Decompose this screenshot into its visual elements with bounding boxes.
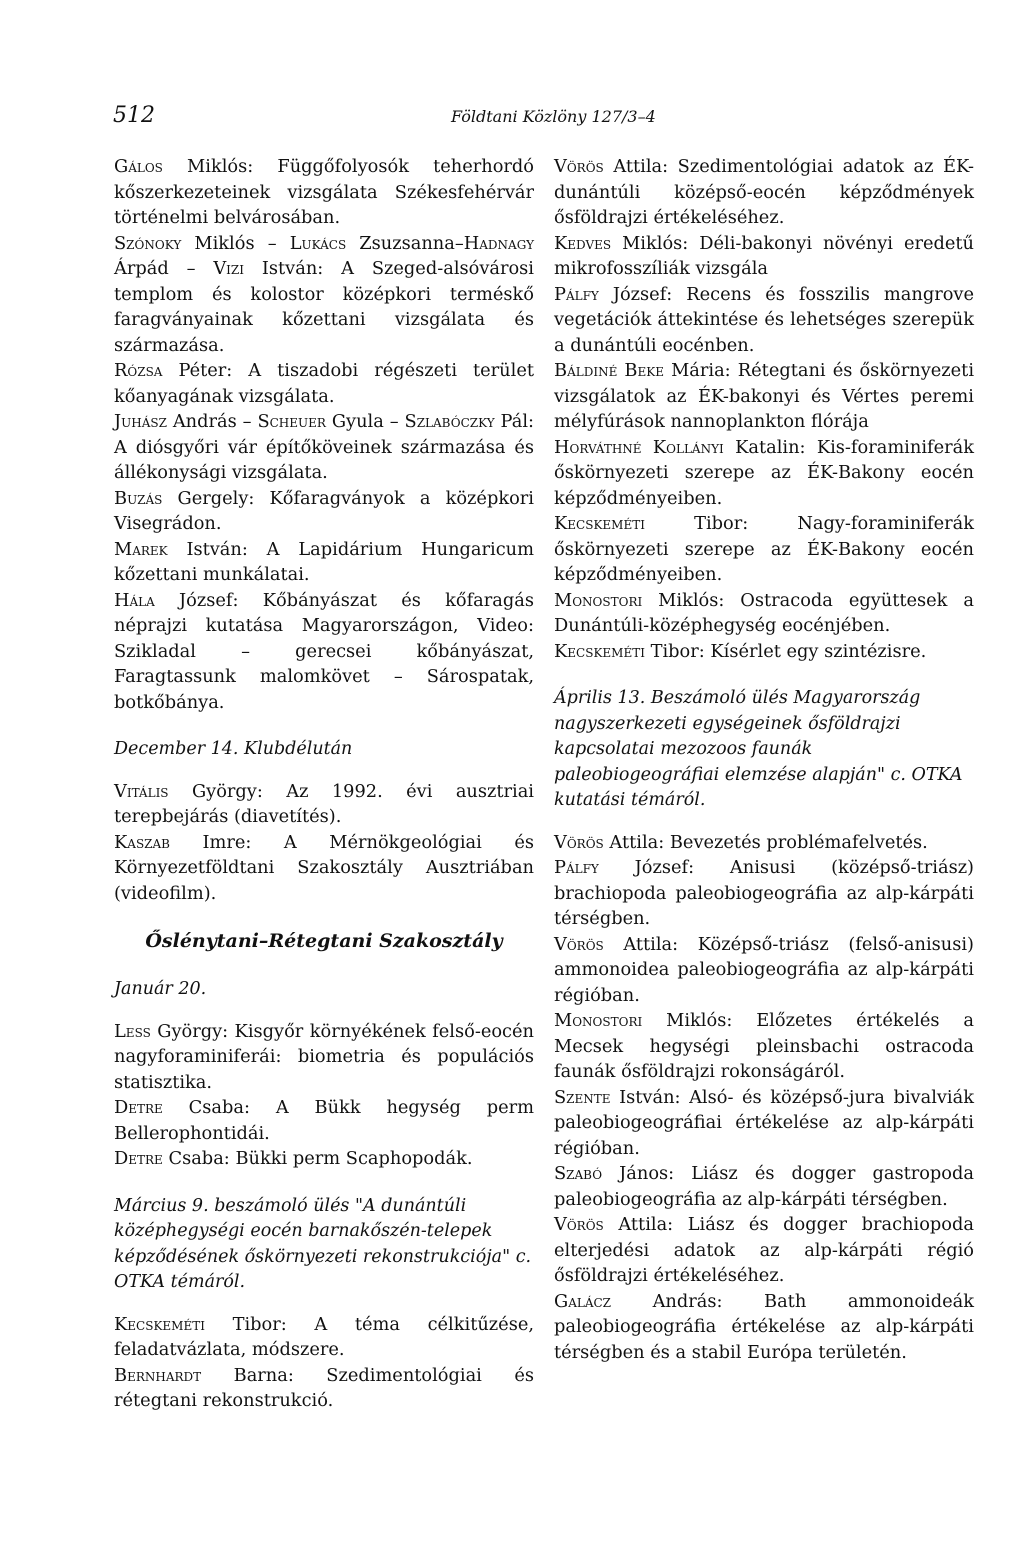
author-name: Szente — [554, 1086, 611, 1108]
author-name: Szabó — [554, 1163, 603, 1184]
author-name: Scheuer — [257, 411, 326, 432]
entry-text: Csaba: A Bükk hegység perm Bellerophontidái. — [114, 1097, 534, 1144]
entry-text: Árpád – — [114, 258, 214, 279]
spacer — [554, 814, 974, 830]
author-name: Vörös — [554, 156, 604, 177]
entry-text: Tibor: Nagy-foraminiferák őskörnyezeti szerepe az ÉK-Bakony eocén képződményeiben. — [554, 513, 974, 585]
spacer — [554, 664, 974, 686]
entry-text: Gergely: Kőfaragványok a középkori Visegrádon. — [114, 487, 534, 534]
lecture-entry — [114, 154, 534, 231]
author-name: Monostori — [554, 1010, 643, 1031]
spacer — [114, 1003, 534, 1019]
lecture-entry — [114, 537, 534, 588]
author-name: Vörös — [554, 1214, 604, 1235]
author-name: Rózsa — [114, 360, 163, 381]
entry-text: Miklós: Függőfolyosók teherhordó kőszerkezeteinek vizsgálata Székesfehérvár történelmi belvárosában. — [114, 156, 534, 228]
session-date: December 14. Klubdélután — [114, 739, 353, 759]
lecture-entry — [554, 231, 974, 282]
entry-text: Tibor: Kísérlet egy szintézisre. — [644, 640, 927, 662]
author-name: Vörös — [554, 933, 604, 955]
entry-text: István: A Szeged-alsóvárosi templom és kolostor középkori terméskő faragványainak kőzettani vizsgálata és származása. — [114, 258, 534, 356]
author-name: Buzás — [114, 487, 163, 509]
author-name: Kedves — [554, 232, 612, 254]
lecture-entry — [554, 639, 974, 665]
lecture-entry — [114, 1312, 534, 1363]
author-name: Less — [114, 1020, 151, 1042]
author-name: Szlabóczky — [404, 411, 495, 432]
spacer — [114, 906, 534, 928]
session-date: Január 20. — [114, 979, 207, 999]
author-name: Hadnagy — [463, 232, 534, 254]
lecture-entry — [114, 588, 534, 716]
author-name: Pálfy — [554, 283, 599, 305]
author-name: Kecskeméti — [554, 513, 645, 534]
right-column — [554, 154, 974, 1365]
entry-text: Miklós – — [181, 232, 290, 254]
author-name: Horváthné Kollányi — [554, 436, 724, 458]
spacer — [114, 1172, 534, 1194]
author-name: Kaszab — [114, 831, 170, 853]
lecture-entry — [554, 1008, 974, 1085]
lecture-entry — [114, 830, 534, 907]
lecture-entry — [554, 154, 974, 231]
lecture-entry — [114, 1095, 534, 1146]
entry-text: István: Alsó- és középső-jura bivalviák paleobiogeográfiai értékelése az alp-kárpáti régióban. — [554, 1086, 974, 1159]
author-name: Juhász — [114, 411, 167, 432]
author-name: Pálfy — [554, 857, 599, 878]
entry-text: István: A Lapidárium Hungaricum kőzettani munkálatai. — [114, 538, 534, 585]
page-header — [113, 103, 913, 133]
author-name: Vitális — [114, 780, 169, 802]
lecture-entry — [114, 1146, 534, 1172]
author-name: Marek — [114, 538, 168, 560]
lecture-entry — [554, 358, 974, 435]
lecture-entry — [114, 779, 534, 830]
spacer — [114, 955, 534, 977]
author-name: Szónoky — [114, 232, 182, 254]
author-name: Kecskeméti — [114, 1313, 205, 1335]
session-date: Április 13. Beszámoló ülés Magyarország nagyszerkezeti egységeinek ősföldrajzi kapcsolatai mezozoos faunák paleobiogeográfiai elemzése alapján" c. OTKA kutatási témáról. — [554, 688, 963, 810]
lecture-entry — [554, 511, 974, 588]
entry-text: Miklós: Ostracoda együttesek a Dunántúli-középhegység eocénjében. — [554, 589, 974, 636]
author-name: Detre — [114, 1097, 163, 1118]
entry-text: György: Kisgyőr környékének felső-eocén nagyforaminiferái: biometria és populációs statisztika. — [114, 1020, 534, 1093]
left-column — [114, 154, 534, 1414]
entry-text: Attila: Szedimentológiai adatok az ÉK-dunántúli középső-eocén képződmények ősföldrajzi értékeléséhez. — [554, 156, 974, 228]
lecture-entry — [554, 830, 974, 856]
entry-text: Barna: Szedimentológiai és rétegtani rekonstrukció. — [114, 1364, 534, 1411]
entry-text: József: Recens és fosszilis mangrove vegetációk áttekintése és lehetséges szerepük a dunántúli eocénben. — [554, 283, 974, 356]
lecture-entry — [554, 588, 974, 639]
spacer — [114, 1296, 534, 1312]
entry-text: Imre: A Mérnökgeológiai és Környezetföldtani Szakosztály Ausztriában (videofilm). — [114, 831, 534, 904]
spacer — [114, 715, 534, 737]
session-date: Március 9. beszámoló ülés "A dunántúli középhegységi eocén barnakőszén-telepek képződésének őskörnyezeti rekonstrukciója" c. OTKA témáról. — [114, 1195, 532, 1292]
entry-text: György: Az 1992. évi ausztriai terepbejárás (diavetítés). — [114, 780, 534, 827]
lecture-entry — [554, 1289, 974, 1366]
lecture-entry — [554, 932, 974, 1009]
lecture-entry — [114, 1363, 534, 1414]
entry-text: János: Liász és dogger gastropoda paleobiogeográfia az alp-kárpáti térségben. — [554, 1163, 974, 1210]
author-name: Bernhardt — [114, 1364, 202, 1386]
entry-text: Attila: Liász és dogger brachiopoda elterjedési adatok az alp-kárpáti régió ősföldrajzi értékeléséhez. — [554, 1214, 974, 1286]
lecture-entry — [114, 409, 534, 486]
section-title: Őslénytani–Rétegtani Szakosztály — [145, 930, 503, 952]
entry-text: Tibor: A téma célkitűzése, feladatvázlata, módszere. — [114, 1313, 534, 1360]
entry-text: Csaba: Bükki perm Scaphopodák. — [162, 1148, 473, 1169]
lecture-entry — [554, 1212, 974, 1289]
author-name: Galácz — [554, 1290, 612, 1312]
entry-text: Gyula – — [325, 411, 405, 432]
lecture-entry — [114, 358, 534, 409]
page-number: 512 — [113, 103, 155, 128]
entry-text: Katalin: Kis-foraminiferák őskörnyezeti szerepe az ÉK-Bakony eocén képződményeiben. — [554, 436, 974, 509]
entry-text: Attila: Bevezetés problémafelvetés. — [603, 831, 928, 853]
author-name: Báldiné Beke — [554, 360, 664, 381]
author-name: Monostori — [554, 589, 643, 611]
author-name: Detre — [114, 1148, 163, 1169]
author-name: Lukács — [289, 232, 347, 254]
entry-text: Mária: Rétegtani és őskörnyezeti vizsgálatok az ÉK-bakonyi és Vértes peremi mélyfúrások nannoplankton flórája — [554, 360, 975, 432]
spacer — [114, 763, 534, 779]
author-name: Vörös — [554, 831, 604, 853]
entry-text: Miklós: Déli-bakonyi növényi eredetű mikrofosszíliák vizsgála — [554, 232, 974, 279]
lecture-entry — [554, 855, 974, 932]
lecture-entry — [554, 282, 974, 359]
lecture-entry — [114, 231, 534, 359]
entry-text: Pál: A diósgyőri vár építőköveinek származása és állékonysági vizsgálata. — [114, 411, 534, 483]
lecture-entry — [554, 1161, 974, 1212]
lecture-entry — [114, 1019, 534, 1096]
entry-text: András – — [166, 411, 258, 432]
entry-text: Attila: Középső-triász (felső-anisusi) ammonoidea paleobiogeográfia az alp-kárpáti régióban. — [554, 933, 974, 1006]
lecture-entry — [114, 486, 534, 537]
entry-text: András: Bath ammonoideák paleobiogeográfia értékelése az alp-kárpáti térségben és a stabil Európa területén. — [554, 1290, 974, 1363]
entry-text: József: Anisusi (középső-triász) brachiopoda paleobiogeográfia az alp-kárpáti térségben. — [554, 857, 974, 929]
journal-title: Földtani Közlöny 127/3–4 — [451, 107, 656, 126]
lecture-entry — [554, 1085, 974, 1162]
entry-text: Miklós: Előzetes értékelés a Mecsek hegységi pleinsbachi ostracoda faunák ősföldrajzi rokonságáról. — [554, 1010, 974, 1082]
author-name: Vizi — [213, 258, 245, 279]
author-name: Hála — [114, 589, 155, 611]
entry-text: Péter: A tiszadobi régészeti terület kőanyagának vizsgálata. — [114, 360, 534, 407]
lecture-entry — [554, 435, 974, 512]
entry-text: József: Kőbányászat és kőfaragás néprajzi kutatása Magyarországon, Video: Szikladal – gerecsei kőbányászat, Faragtassunk malomkövet – Sárospatak, botkőbánya. — [114, 589, 534, 713]
author-name: Gálos — [114, 156, 163, 177]
author-name: Kecskeméti — [554, 640, 645, 662]
entry-text: Zsuzsanna– — [346, 232, 464, 254]
